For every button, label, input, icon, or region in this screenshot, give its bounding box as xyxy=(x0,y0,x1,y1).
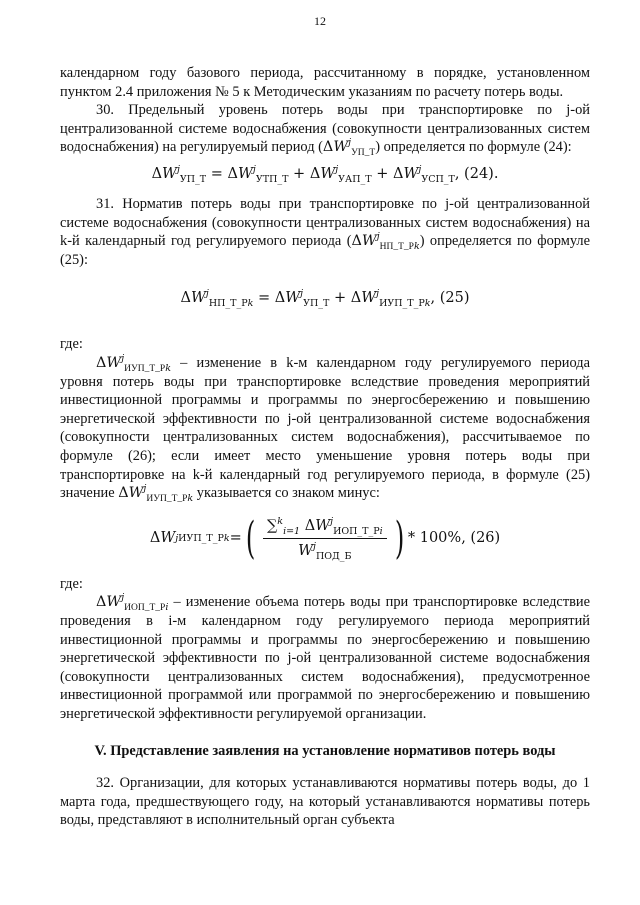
formula-24: $\Delta W^j_{УП\_Т} = \Delta W^j_{УТП\_Т} + \Delta W^j_{УАП\_Т} + \Delta W^j_{УСП\_Т}$, (24). xyxy=(151,164,499,185)
paragraph-30-end: ) определяется по формуле (24): xyxy=(375,139,572,156)
right-paren: ) xyxy=(394,512,405,564)
formula-26-fraction xyxy=(263,517,387,561)
paragraph-30-text: 30. Предельный уровень потерь воды при транспортировке по j-ой централизованной системе водоснабжения (совокупности централизованных систем водоснабжения) на регулируемый период ( xyxy=(60,102,590,156)
left-paren: ( xyxy=(245,512,256,564)
definition-dw-iup xyxy=(60,354,590,503)
paragraph-31 xyxy=(60,195,590,269)
paragraph-30 xyxy=(60,101,590,157)
formula-25-tag: , (25) xyxy=(430,290,470,307)
page-number: 12 xyxy=(314,14,326,28)
definition-2-text: – изменение объема потерь воды при транспортировке вследствие проведения в i-м календарном году регулируемого периода мероприятий инвестиционной программы и программы по энергосбережению и повышению энергетической эффективности по j-ой централизованной системе водоснабжения (совокупности централизованных систем водоснабжения), предусмотренное инвестиционной программой или программой по энергосбережению и повышению энергетической эффективности регулируемой организации. xyxy=(60,594,590,723)
symbol-dw-iup-t-pk: $\Delta W^j_{ИУП\_Т\_Рk}$ xyxy=(96,353,171,374)
where-label-2: где: xyxy=(60,575,83,592)
symbol-dw-iup-inline: $\Delta W^j_{ИУП\_Т\_Рk}$ xyxy=(118,483,194,504)
symbol-dw-np-t-pk: $\Delta W^j_{НП\_Т\_Рk}$ xyxy=(351,231,420,253)
formula-26-tag: * 100%, (26) xyxy=(407,530,501,547)
page-content xyxy=(60,64,590,830)
paragraph-31-end: ) определяется по формуле (25): xyxy=(60,233,591,268)
paragraph-32: 32. Организации, для которых устанавливаются нормативы потерь воды, до 1 марта года, предшествующего году, на который устанавливаются нормативы потерь воды, представляют в исполнительный орган субъекта xyxy=(60,775,590,829)
fraction-numerator: ∑$^k_{i=1}$ $\Delta W^j_{ИОП\_Т\_Рi}$ xyxy=(263,517,387,540)
formula-24-tag: , (24). xyxy=(454,165,499,182)
symbol-dw-up-t: $\Delta W^j_{УП\_Т}$ xyxy=(322,137,376,159)
definition-1-text: – изменение в k-м календарном году регулируемого периода уровня потерь воды при транспортировке вследствие проведения мероприятий инвестиционной программы и программы по энергосбережению и повышению энергетической эффективности по j-ой централизованной системе водоснабжения (совокупности централизованных систем водоснабжения), рассчитываемое по формуле (26); если имеет место уменьшение уровня потерь воды при транспортировке на k-й календарный год регулируемого периода, в формуле (25) значение xyxy=(60,354,590,502)
section-title: V. Представление заявления на установление нормативов потерь воды xyxy=(94,742,556,759)
formula-25: $\Delta W^j_{НП\_Т\_Рk} = \Delta W^j_{УП\_Т} + \Delta W^j_{ИУП\_Т\_Рk}$, (25) xyxy=(180,288,470,310)
formula-26: Δ W j ИУП_Т_Рk = ( $\frac{\sum^k_{i=1} \Delta W^j_{ИОП\_Т\_Рi}}{W^j_{ПОД\_Б}}$ ) * 100%, (26) xyxy=(149,512,501,564)
paragraph-31-text: 31. Норматив потерь воды при транспортировке по j-ой централизованной системе водоснабжения (совокупности централизованных систем водоснабжения) на k-й календарный год регулируемого периода ( xyxy=(60,195,590,250)
symbol-dw-iop-t-pi: $\Delta W^j_{ИОП\_Т\_Рi}$ xyxy=(96,592,169,614)
where-label-1: где: xyxy=(60,336,83,353)
paragraph-intro: календарном году базового периода, рассчитанному в порядке, установленном пунктом 2.4 приложения № 5 к Методическим указаниям по расчету потерь воды. xyxy=(60,65,590,100)
definition-1-end: указывается со знаком минус: xyxy=(193,485,380,502)
definition-dw-iop xyxy=(60,593,590,723)
fraction-denominator: $W^j_{ПОД\_Б}$ xyxy=(298,541,352,563)
